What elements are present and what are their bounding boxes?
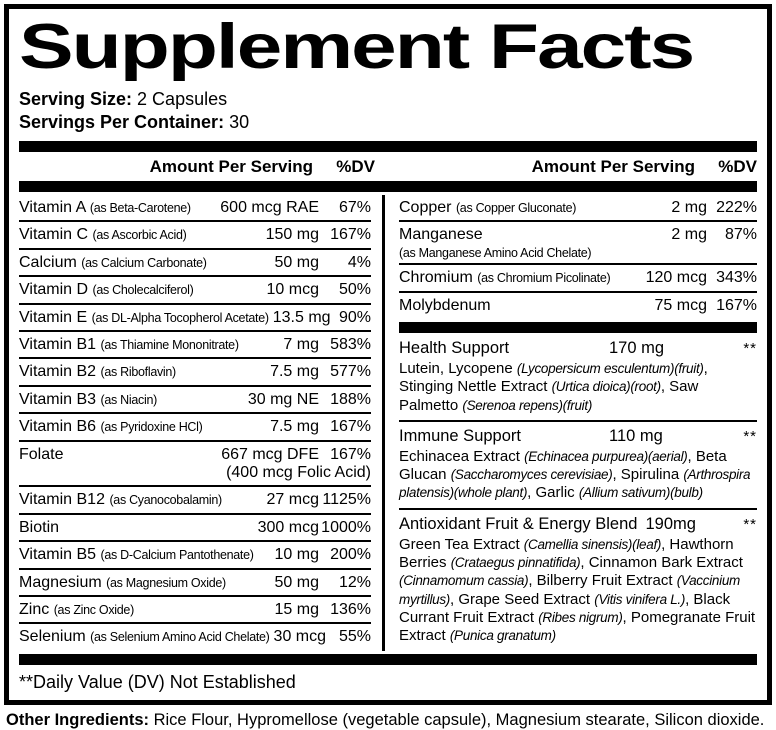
nutrient-dv: 50% [338, 281, 371, 299]
nutrient-dv: 167% [330, 226, 371, 244]
nutrient-dv: 167% [330, 418, 371, 436]
nutrient-form: (as Niacin) [100, 392, 157, 407]
nutrient-dv: 55% [338, 628, 371, 646]
serving-size-value: 2 Capsules [137, 89, 228, 109]
divider-bar [19, 654, 757, 665]
nutrient-form: (as Manganese Amino Acid Chelate) [399, 245, 592, 260]
nutrient-row [19, 387, 371, 414]
nutrient-form: (as Cholecalciferol) [92, 283, 194, 298]
nutrient-name: Chromium [399, 269, 473, 287]
blend-name: Immune Support [399, 426, 521, 445]
blend-section-immune-support [399, 422, 757, 510]
serving-size-label: Serving Size: [19, 89, 133, 109]
nutrient-amount: 13.5 mg [272, 308, 331, 326]
nutrient-form: (as Cyanocobalamin) [109, 493, 222, 508]
nutrient-amount: 10 mcg [266, 281, 319, 299]
blend-amount: 170 mg [609, 339, 665, 357]
nutrient-amount: 7 mg [283, 336, 319, 354]
blend-dv: ** [743, 515, 757, 533]
servings-per-container-label: Servings Per Container: [19, 112, 225, 133]
nutrient-amount: 27 mcg [266, 491, 319, 509]
nutrient-row [19, 250, 371, 277]
nutrient-name: Vitamin E [19, 308, 88, 326]
blend-ingredients: Lutein, Lycopene (Lycopersicum esculentum)(fruit), Stinging Nettle Extract (Urtica dioica)(root), Saw Palmetto (Serenoa repens)(fruit) [399, 360, 708, 414]
blend-ingredients: Green Tea Extract (Camellia sinensis)(leaf), Hawthorn Berries (Crataegus pinnatifida), Cinnamon Bark Extract (Cinnamomum cassia), Bilberry Fruit Extract (Vaccinium myrtillus), Grape Seed Extract (Vitis vinifera L.), Black Currant Fruit Extract (Ribes nigrum), Pomegranate Fruit Extract (Punica granatum) [399, 535, 756, 645]
nutrient-amount: 7.5 mg [270, 418, 319, 436]
nutrient-amount-secondary: (400 mcg Folic Acid) [226, 463, 371, 481]
nutrient-amount: 10 mg [274, 546, 319, 564]
divider-bar [19, 141, 757, 152]
nutrient-name: Selenium [19, 628, 86, 646]
blend-section-health-support [399, 334, 757, 422]
nutrient-row [19, 414, 371, 441]
nutrient-name: Vitamin B1 [19, 336, 97, 354]
nutrient-amount: 30 mg NE [247, 390, 319, 408]
nutrient-row [19, 570, 371, 597]
nutrient-name: Vitamin D [19, 281, 89, 299]
nutrient-amount: 2 mg [671, 226, 707, 244]
nutrient-dv: 136% [330, 600, 371, 618]
nutrient-dv: 4% [347, 253, 371, 271]
nutrient-dv: 87% [724, 226, 757, 244]
nutrient-name: Vitamin A [19, 199, 86, 217]
nutrient-name: Vitamin B6 [19, 418, 97, 436]
blend-ingredients: Echinacea Extract (Echinacea purpurea)(aerial), Beta Glucan (Saccharomyces cerevisiae), Spirulina (Arthrospira platensis)(whole plant), Garlic (Allium sativum)(bulb) [399, 447, 751, 502]
blend-header [399, 515, 757, 534]
nutrient-dv: 67% [338, 199, 371, 217]
blend-dv: ** [743, 427, 757, 445]
right-column [391, 195, 757, 651]
nutrient-form: (as Copper Gluconate) [455, 201, 577, 216]
left-column [19, 195, 375, 651]
nutrient-name: Vitamin C [19, 226, 89, 244]
nutrient-row [19, 222, 371, 249]
nutrient-row-folate [19, 442, 371, 488]
other-ingredients-value: Rice Flour, Hypromellose (vegetable capsule), Magnesium stearate, Silicon dioxide. [149, 710, 765, 729]
nutrient-name: Molybdenum [399, 296, 491, 314]
divider-bar [399, 322, 757, 333]
nutrient-dv: 343% [716, 269, 757, 287]
blend-header [399, 339, 757, 358]
dv-header: %DV [336, 157, 375, 177]
blend-header [399, 427, 757, 446]
nutrient-dv: 583% [330, 336, 371, 354]
blend-dv: ** [743, 340, 757, 357]
nutrient-form: (as Selenium Amino Acid Chelate) [90, 630, 270, 645]
left-column-header [19, 155, 375, 178]
other-ingredients-label: Other Ingredients: [6, 710, 150, 729]
nutrient-name: Vitamin B3 [19, 390, 97, 408]
nutrient-row [19, 624, 371, 649]
nutrient-row [19, 515, 371, 542]
dv-header: %DV [718, 157, 757, 177]
nutrient-form: (as Beta-Carotene) [89, 201, 191, 216]
nutrient-dv: 167% [330, 445, 371, 463]
nutrient-name: Calcium [19, 253, 77, 271]
nutrient-row [19, 487, 371, 514]
nutrient-name: Folate [19, 445, 64, 463]
page-title: Supplement Facts [19, 12, 694, 82]
nutrient-name: Vitamin B2 [19, 363, 97, 381]
nutrient-amount: 667 mcg DFE [221, 445, 319, 463]
nutrient-row [399, 265, 757, 292]
nutrient-amount: 75 mcg [654, 296, 707, 314]
nutrient-table [19, 195, 757, 651]
nutrient-row [399, 195, 757, 222]
nutrient-dv: 90% [338, 308, 371, 326]
nutrient-amount: 120 mcg [645, 269, 707, 287]
column-headers [19, 155, 757, 178]
serving-size-line [19, 88, 757, 111]
nutrient-row [19, 195, 371, 222]
servings-per-container-line [19, 111, 757, 134]
nutrient-dv: 167% [716, 296, 757, 314]
nutrient-amount: 30 mcg [273, 628, 327, 646]
nutrient-dv: 1000% [321, 518, 371, 536]
nutrient-row [19, 359, 371, 386]
right-column-header [391, 155, 757, 178]
nutrient-form: (as Thiamine Mononitrate) [100, 338, 239, 353]
column-divider [382, 195, 385, 651]
nutrient-row [19, 542, 371, 569]
label-border-box [4, 4, 772, 705]
nutrient-form: (as Calcium Carbonate) [81, 255, 207, 270]
nutrient-form: (as Pyridoxine HCl) [100, 420, 203, 435]
nutrient-amount: 50 mg [274, 253, 319, 271]
blend-section-antioxidant [399, 510, 757, 651]
nutrient-name: Copper [399, 199, 452, 217]
nutrient-name: Vitamin B5 [19, 546, 97, 564]
amount-per-serving-header: Amount Per Serving [149, 157, 313, 177]
nutrient-form: (as Zinc Oxide) [53, 602, 134, 617]
nutrient-amount: 150 mg [265, 226, 319, 244]
servings-per-container-value: 30 [229, 112, 250, 133]
nutrient-dv: 222% [716, 199, 757, 217]
nutrient-row [19, 277, 371, 304]
nutrient-name: Vitamin B12 [19, 491, 105, 509]
divider-bar [19, 181, 757, 192]
nutrient-amount: 7.5 mg [270, 363, 319, 381]
nutrient-form: (as DL-Alpha Tocopherol Acetate) [91, 310, 269, 325]
nutrient-row [19, 332, 371, 359]
nutrient-row [19, 305, 371, 332]
nutrient-name: Zinc [19, 600, 50, 618]
blend-amount: 110 mg [609, 426, 663, 445]
nutrient-name: Manganese [399, 226, 483, 244]
nutrient-amount: 15 mg [274, 600, 319, 618]
blend-name: Antioxidant Fruit & Energy Blend [399, 514, 638, 533]
nutrient-dv: 188% [330, 390, 371, 408]
supplement-facts-panel [0, 4, 776, 729]
nutrient-form: (as Chromium Picolinate) [477, 271, 611, 286]
nutrient-amount: 2 mg [671, 199, 707, 217]
nutrient-row [399, 222, 757, 265]
nutrient-form: (as Ascorbic Acid) [92, 228, 187, 243]
blend-name: Health Support [399, 339, 510, 357]
blend-amount: 190mg [645, 514, 696, 533]
nutrient-dv: 1125% [322, 491, 371, 509]
nutrient-form: (as Magnesium Oxide) [106, 575, 226, 590]
other-ingredients-line [6, 711, 770, 730]
nutrient-row [399, 293, 757, 318]
daily-value-note: **Daily Value (DV) Not Established [19, 671, 296, 692]
nutrient-form: (as Riboflavin) [100, 365, 176, 380]
nutrient-dv: 577% [330, 363, 371, 381]
nutrient-dv: 12% [338, 573, 371, 591]
nutrient-dv: 200% [330, 546, 371, 564]
amount-per-serving-header: Amount Per Serving [531, 157, 695, 177]
nutrient-amount: 50 mg [274, 573, 319, 591]
nutrient-amount: 600 mcg RAE [220, 199, 319, 217]
nutrient-row [19, 597, 371, 624]
nutrient-form: (as D-Calcium Pantothenate) [100, 548, 254, 563]
nutrient-name: Biotin [19, 518, 60, 536]
nutrient-amount: 300 mcg [257, 518, 319, 536]
nutrient-name: Magnesium [19, 573, 102, 591]
